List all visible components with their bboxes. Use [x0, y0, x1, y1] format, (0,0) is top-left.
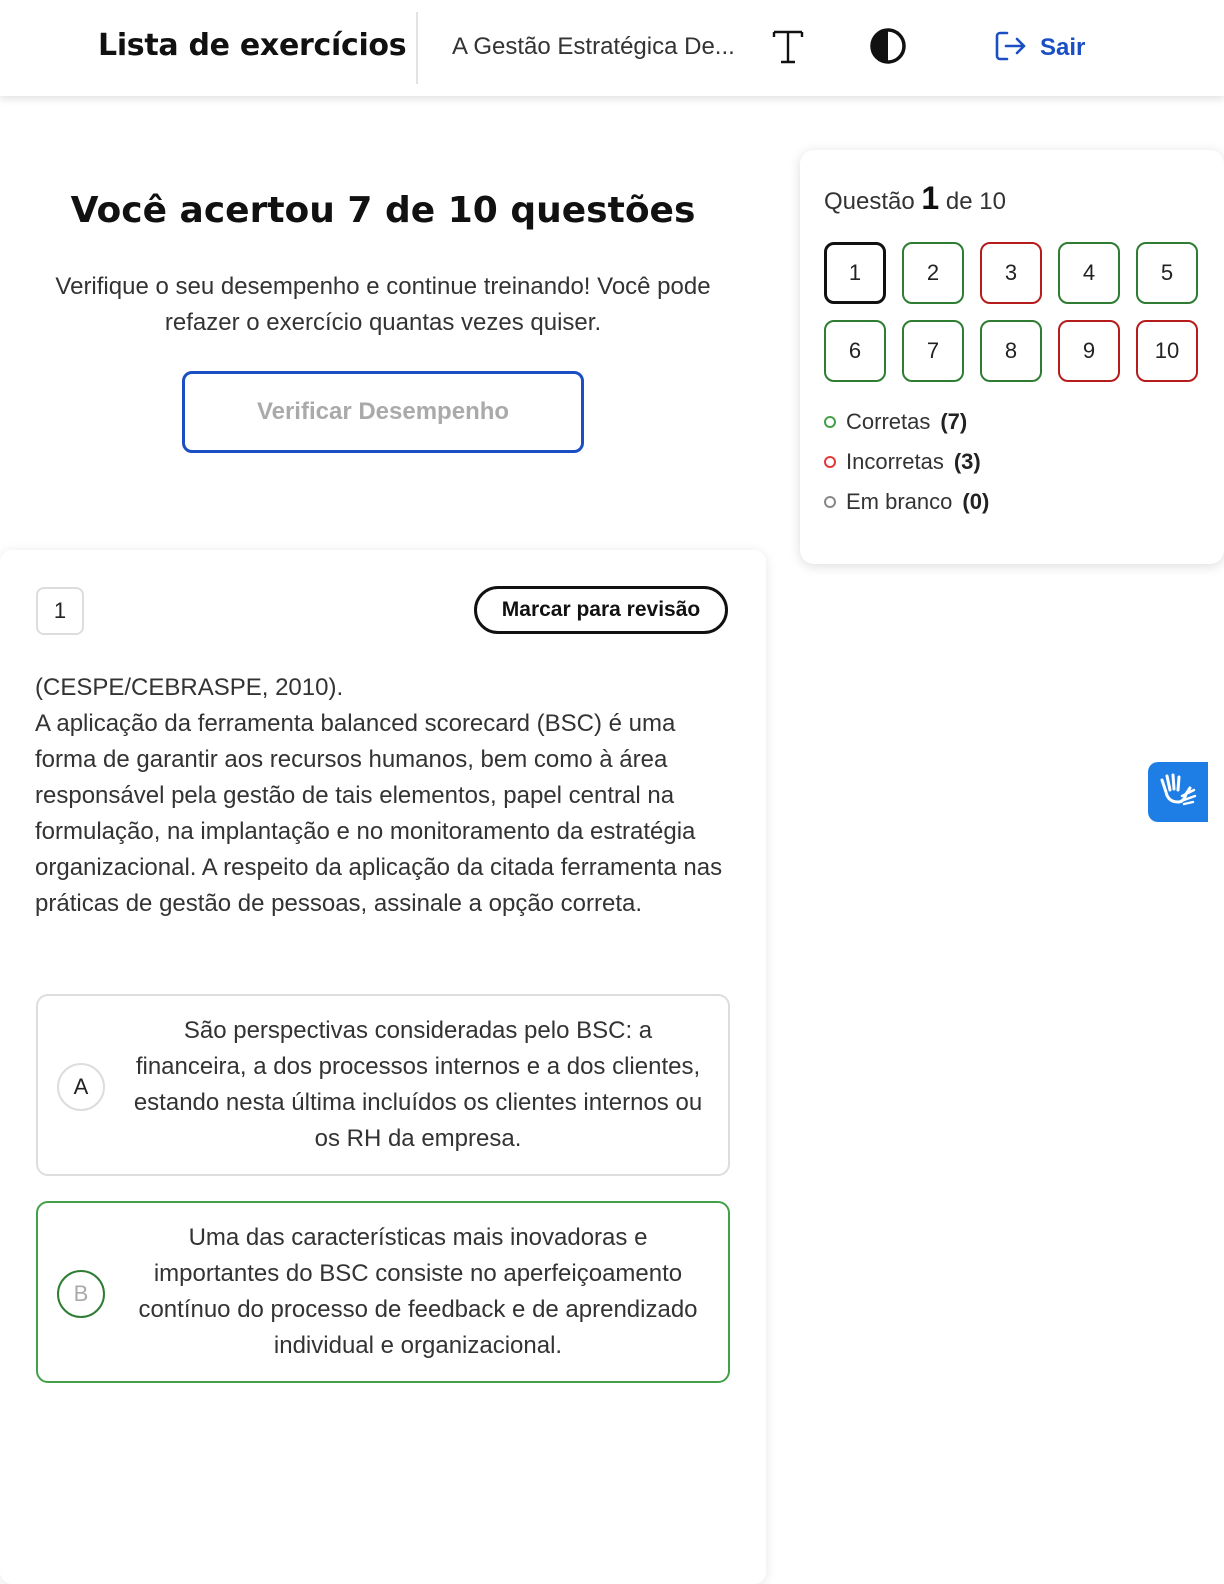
incorrect-dot-icon [824, 456, 836, 468]
logout-label: Sair [1040, 34, 1086, 61]
logout-icon [994, 29, 1028, 68]
contrast-icon[interactable] [868, 26, 908, 66]
legend-incorrect [824, 442, 989, 482]
question-counter-current: 1 [921, 180, 940, 216]
mark-for-review-button[interactable]: Marcar para revisão [474, 586, 728, 634]
status-legend [824, 402, 989, 522]
verify-performance-button[interactable]: Verificar Desempenho [182, 371, 584, 453]
legend-correct-count: (7) [940, 409, 968, 434]
question-card [0, 550, 766, 1584]
option-a-letter: A [57, 1063, 105, 1111]
correct-dot-icon [824, 416, 836, 428]
question-button-7[interactable]: 7 [902, 320, 964, 382]
question-button-1[interactable]: 1 [824, 242, 886, 304]
question-button-10[interactable]: 10 [1136, 320, 1198, 382]
question-button-5[interactable]: 5 [1136, 242, 1198, 304]
legend-correct-label: Corretas [846, 409, 931, 434]
text-size-icon[interactable] [770, 24, 806, 68]
option-a-text: São perspectivas consideradas pelo BSC: a financeira, a dos processos internos e a dos clientes, estando nesta última incluídos os clientes internos ou os RH da empresa. [133, 1017, 703, 1152]
document-title: A Gestão Estratégica De... [452, 33, 735, 60]
question-counter-suffix: de 10 [945, 188, 1006, 215]
legend-blank-label: Em branco [846, 489, 953, 514]
sign-language-button[interactable] [1148, 762, 1208, 822]
legend-blank-count: (0) [962, 489, 990, 514]
legend-correct [824, 402, 989, 442]
question-button-8[interactable]: 8 [980, 320, 1042, 382]
question-counter [824, 180, 1006, 217]
option-b-text: Uma das características mais inovadoras e importantes do BSC consiste no aperfeiçoamento contínuo do processo de feedback e de aprendizado individual e organizacional. [138, 1224, 698, 1359]
question-button-6[interactable]: 6 [824, 320, 886, 382]
result-title: Você acertou 7 de 10 questões [70, 190, 696, 231]
top-bar [0, 0, 1224, 96]
blank-dot-icon [824, 496, 836, 508]
legend-incorrect-count: (3) [953, 449, 981, 474]
legend-blank [824, 482, 989, 522]
question-source: (CESPE/CEBRASPE, 2010). [35, 674, 344, 701]
question-button-2[interactable]: 2 [902, 242, 964, 304]
question-button-9[interactable]: 9 [1058, 320, 1120, 382]
question-counter-prefix: Questão [824, 188, 915, 215]
legend-incorrect-label: Incorretas [846, 449, 944, 474]
question-button-3[interactable]: 3 [980, 242, 1042, 304]
result-summary [0, 190, 766, 425]
app-title: Lista de exercícios [98, 28, 407, 63]
option-b-letter: B [57, 1270, 105, 1318]
sign-language-icon [1158, 770, 1198, 815]
question-navigator [800, 150, 1224, 564]
option-a[interactable] [36, 994, 730, 1176]
question-text: A aplicação da ferramenta balanced scorecard (BSC) é uma forma de garantir aos recursos humanos, bem como à área responsável pela gestão de tais elementos, papel central na formulação, na implantação e no monitoramento da estratégia organizacional. A respeito da aplicação da citada ferramenta nas práticas de gestão de pessoas, assinale a opção correta. [35, 710, 723, 917]
logout-button[interactable] [994, 28, 1085, 68]
question-grid [824, 242, 1198, 382]
option-b[interactable] [36, 1201, 730, 1383]
result-subtitle: Verifique o seu desempenho e continue treinando! Você pode refazer o exercício quantas vezes quiser. [55, 273, 711, 336]
header-divider [416, 12, 418, 84]
question-button-4[interactable]: 4 [1058, 242, 1120, 304]
question-number-badge: 1 [36, 587, 84, 635]
